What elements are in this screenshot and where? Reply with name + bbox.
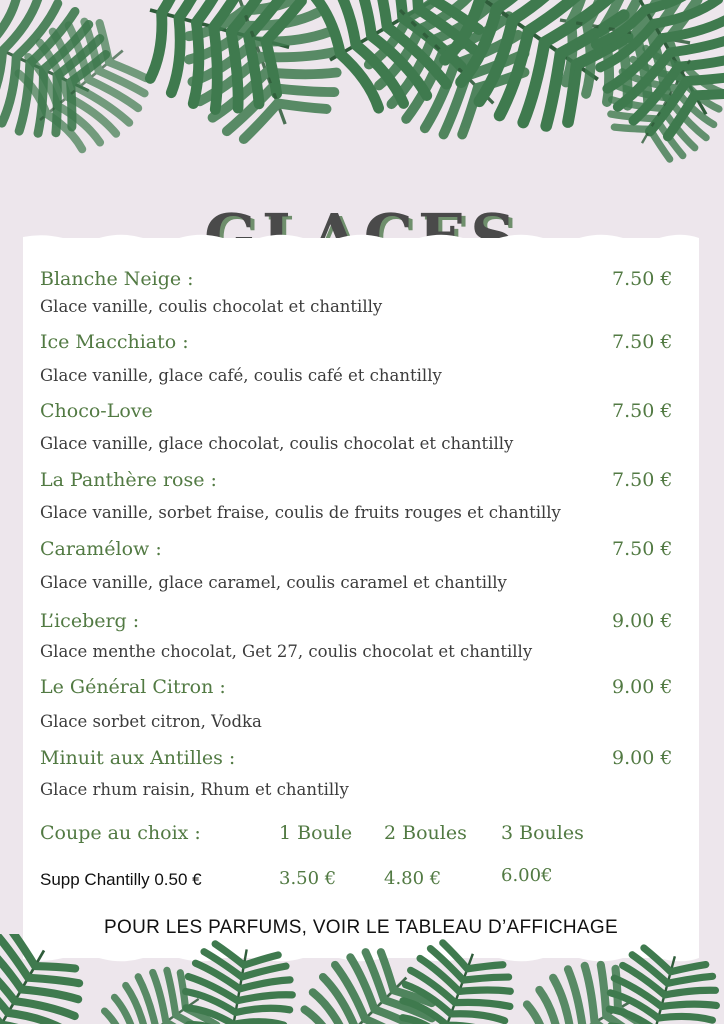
item-price: 7.50 € — [612, 400, 673, 422]
coupe-label: Coupe au choix : — [40, 822, 201, 844]
coupe-price-2: 4.80 € — [384, 868, 442, 889]
item-price: 9.00 € — [612, 676, 673, 698]
torn-edge-top — [23, 231, 699, 245]
item-name: Ice Macchiato : — [40, 331, 189, 353]
item-description: Glace vanille, sorbet fraise, coulis de fruits rouges et chantilly — [40, 503, 561, 522]
palm-leaves-bottom-decoration — [0, 934, 724, 1024]
coupe-price-1: 3.50 € — [279, 868, 337, 889]
item-price: 7.50 € — [612, 268, 673, 290]
item-description: Glace vanille, glace chocolat, coulis chocolat et chantilly — [40, 434, 514, 453]
coupe-column-2: 2 Boules — [384, 822, 467, 844]
footer-note: POUR LES PARFUMS, VOIR LE TABLEAU D’AFFICHAGE — [104, 917, 618, 938]
item-description: Glace menthe chocolat, Get 27, coulis chocolat et chantilly — [40, 642, 533, 661]
item-price: 7.50 € — [612, 331, 673, 353]
menu-card — [23, 238, 699, 958]
item-price: 7.50 € — [612, 538, 673, 560]
item-description: Glace rhum raisin, Rhum et chantilly — [40, 780, 349, 799]
item-description: Glace vanille, coulis chocolat et chantilly — [40, 297, 383, 316]
supp-chantilly: Supp Chantilly 0.50 € — [40, 870, 202, 889]
palm-leaves-top-decoration — [0, 0, 724, 175]
item-name: Minuit aux Antilles : — [40, 747, 236, 769]
item-description: Glace sorbet citron, Vodka — [40, 712, 262, 731]
coupe-column-1: 1 Boule — [279, 822, 353, 844]
item-name: Blanche Neige : — [40, 268, 194, 290]
item-name: L’iceberg : — [40, 610, 140, 632]
item-description: Glace vanille, glace café, coulis café et chantilly — [40, 366, 442, 385]
item-price: 9.00 € — [612, 610, 673, 632]
item-name: Choco-Love — [40, 400, 153, 422]
item-name: Le Général Citron : — [40, 676, 226, 698]
item-price: 7.50 € — [612, 469, 673, 491]
item-name: Caramélow : — [40, 538, 162, 560]
coupe-price-3: 6.00€ — [501, 865, 553, 886]
item-price: 9.00 € — [612, 747, 673, 769]
coupe-column-3: 3 Boules — [501, 822, 584, 844]
item-name: La Panthère rose : — [40, 469, 217, 491]
item-description: Glace vanille, glace caramel, coulis caramel et chantilly — [40, 573, 507, 592]
